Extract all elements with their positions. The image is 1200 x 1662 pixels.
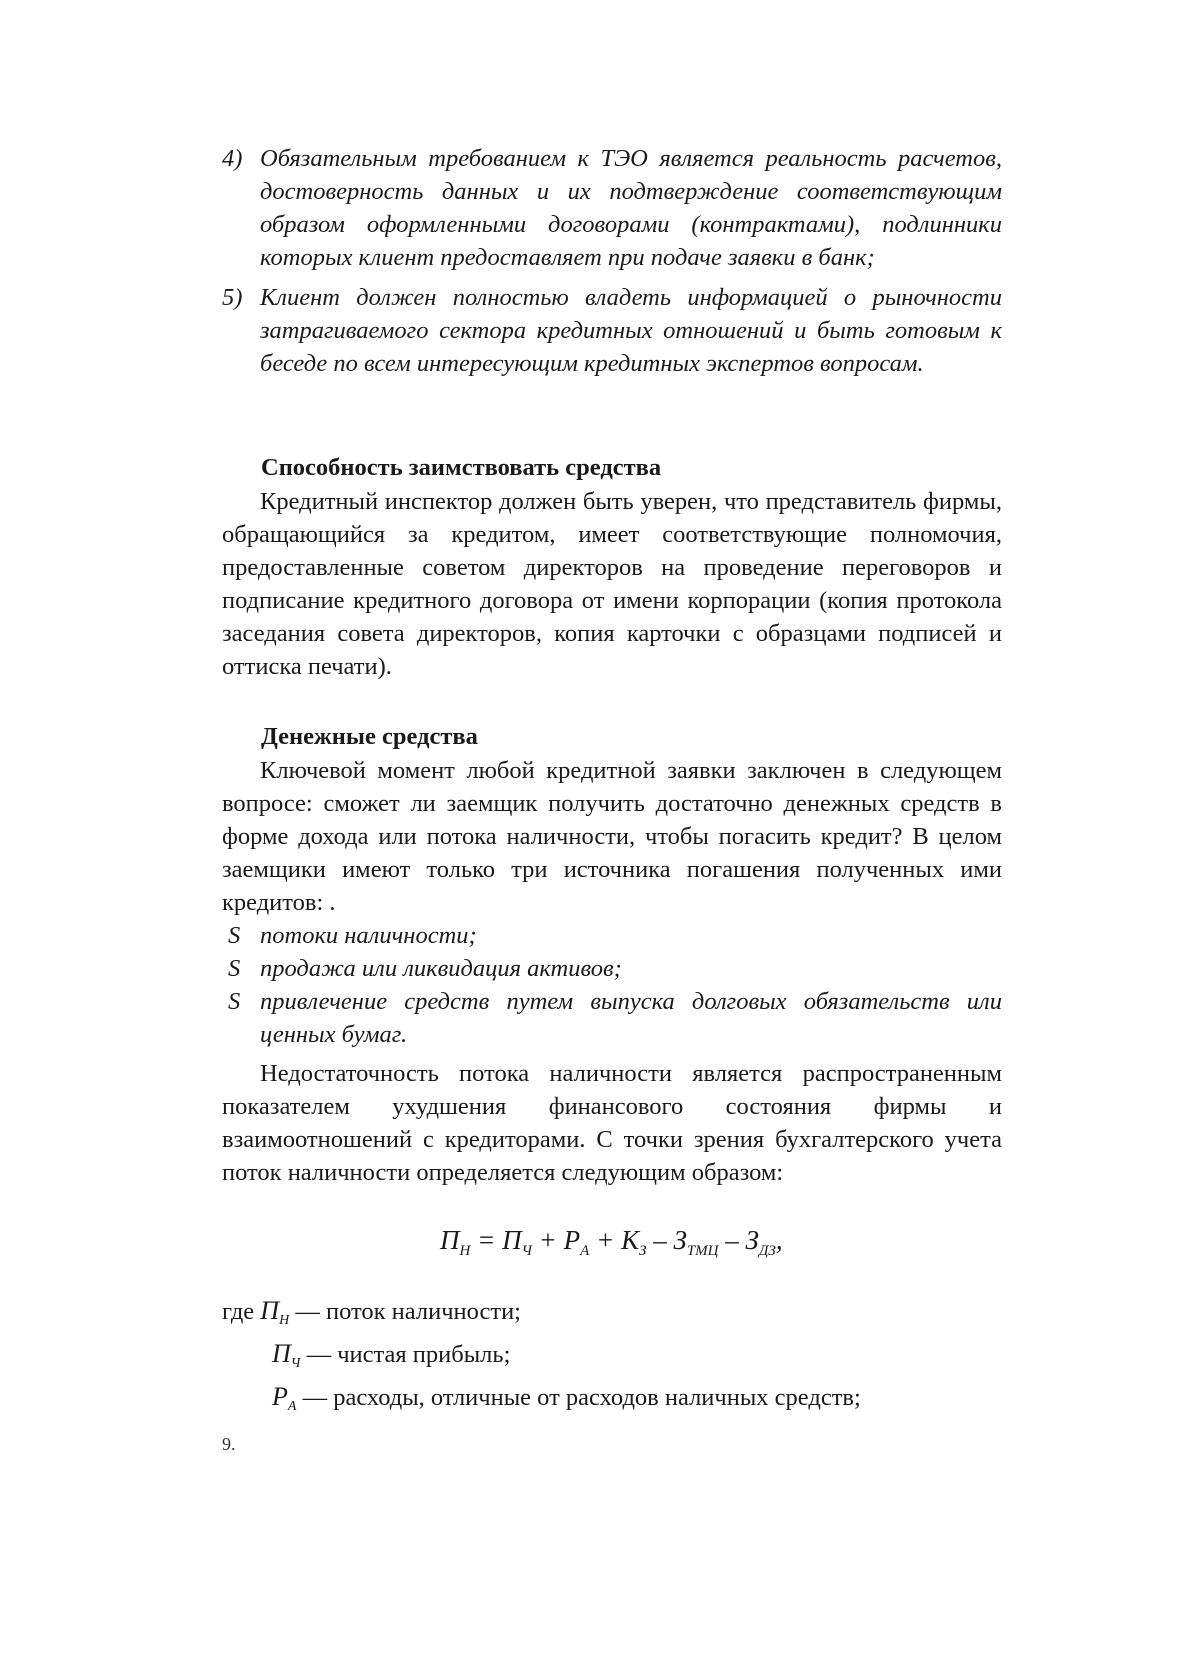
paragraph: Кредитный инспектор должен быть уверен, что представитель фирмы, обращающийся за кредитом, имеет соответствующие полномочия, предоставленные советом директоров на проведение переговоров и подписание кредитного договора от имени корпорации (копия протокола заседания совета директоров, копия карточки с образцами подписей и оттиска печати). — [222, 488, 1002, 680]
definition-text: — поток наличности; — [289, 1298, 521, 1325]
definition-row — [222, 1294, 1022, 1337]
cash-flow-formula — [440, 1225, 783, 1260]
definition-symbol — [260, 1296, 290, 1328]
bullet-item — [222, 919, 1002, 952]
section-paragraph-borrowing — [222, 485, 1002, 683]
bullet-list — [222, 919, 1002, 1051]
bullet-text: продажа или ликвидация активов; — [260, 955, 622, 982]
formula-operator: – — [646, 1225, 674, 1255]
paragraph: Недостаточность потока наличности является распространенным показателем ухудшения финансового состояния фирмы и взаимоотношений с кредиторами. С точки зрения бухгалтерского учета поток наличности определяется следующим образом: — [222, 1060, 1002, 1186]
formula-term: П — [502, 1225, 522, 1255]
list-item-text: Обязательным требованием к ТЭО является реальность расчетов, достоверность данных и их подтверждение соответствующим образом оформленными договорами (контрактами), подлинники которых клиент предоставляет при подаче заявки в банк; — [260, 145, 1002, 271]
formula-operator: = — [470, 1225, 503, 1255]
definition-row — [222, 1380, 1022, 1423]
definition-text: — расходы, отличные от расходов наличных средств; — [296, 1384, 861, 1411]
definition-symbol-subscript: А — [287, 1399, 297, 1414]
definition-symbol-letter: П — [272, 1339, 291, 1368]
formula-subscript: ДЗ — [758, 1243, 776, 1259]
formula-subscript: Н — [459, 1243, 471, 1259]
paragraph: Ключевой момент любой кредитной заявки заключен в следующем вопросе: сможет ли заемщик получить достаточно денежных средств в форме дохода или потока наличности, чтобы погасить кредит? В целом заемщики имеют только три источника погашения полученных ими кредитов: . — [222, 757, 1002, 916]
bullet-text: привлечение средств путем выпуска долговых обязательств или ценных бумаг. — [260, 988, 1002, 1048]
formula-subscript: ТМЦ — [686, 1243, 719, 1259]
formula-term: З — [745, 1225, 759, 1255]
formula-subscript: Ч — [521, 1243, 532, 1259]
page-number: 9. — [222, 1434, 236, 1454]
definition-text: — чистая прибыль; — [300, 1341, 511, 1368]
section-heading-cash: Денежные средства — [261, 723, 478, 750]
definition-row — [222, 1337, 1022, 1380]
formula-subscript: А — [580, 1243, 590, 1259]
formula-term: З — [673, 1225, 687, 1255]
list-item-4 — [222, 142, 1002, 274]
formula-operator: , — [775, 1225, 783, 1255]
bullet-mark: S — [228, 922, 241, 949]
list-item-5 — [222, 281, 1002, 380]
list-item-number: 4) — [222, 145, 243, 172]
formula-term: К — [621, 1225, 639, 1255]
section-paragraph-cash-1 — [222, 754, 1002, 919]
list-item-number: 5) — [222, 284, 243, 311]
definition-prefix: где — [222, 1298, 261, 1325]
definition-symbol — [272, 1339, 301, 1371]
formula-operator: – — [718, 1225, 746, 1255]
formula-term: П — [440, 1225, 460, 1255]
definition-symbol-subscript: Н — [279, 1313, 290, 1328]
definition-symbol-subscript: Ч — [290, 1356, 301, 1371]
list-item-text: Клиент должен полностью владеть информацией о рыночности затрагиваемого сектора кредитных отношений и быть готовым к беседе по всем интересующим кредитных экспертов вопросам. — [260, 284, 1002, 377]
bullet-item — [222, 985, 1002, 1051]
formula-definitions — [222, 1294, 1022, 1423]
bullet-text: потоки наличности; — [260, 922, 477, 949]
formula-subscript: З — [639, 1243, 647, 1259]
definition-symbol-letter: П — [260, 1296, 280, 1325]
definition-symbol-letter: Р — [272, 1382, 288, 1411]
formula-operator: + — [531, 1225, 564, 1255]
formula-operator: + — [589, 1225, 622, 1255]
definition-symbol — [272, 1382, 297, 1414]
section-heading-borrowing: Способность заимствовать средства — [261, 454, 662, 481]
bullet-mark: S — [228, 988, 241, 1015]
bullet-mark: S — [228, 955, 241, 982]
formula-term: Р — [563, 1225, 581, 1255]
bullet-item — [222, 952, 1002, 985]
section-paragraph-cash-2 — [222, 1057, 1002, 1189]
